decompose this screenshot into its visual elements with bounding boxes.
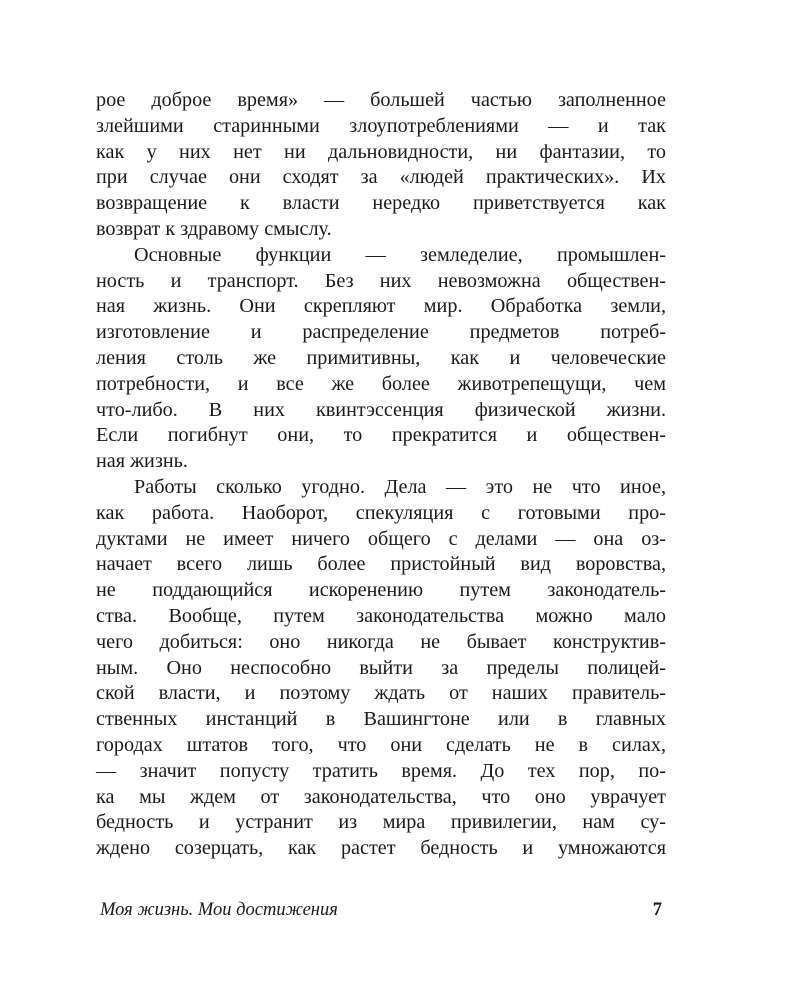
page-footer xyxy=(96,900,666,926)
text-line: ная жизнь. Они скрепляют мир. Обработка земли, xyxy=(96,295,666,318)
text-line: злейшими старинными злоупотреблениями — и так xyxy=(96,114,666,137)
text-line: ная жизнь. xyxy=(96,450,188,473)
text-line: — значит попусту тратить время. До тех пор, по- xyxy=(96,759,666,782)
running-title: Моя жизнь. Мои достижения xyxy=(100,900,338,920)
text-line: бедность и устранит из мира привилегии, нам су- xyxy=(96,811,666,834)
text-line: городах штатов того, что они сделать не в силах, xyxy=(96,733,666,756)
text-line: не поддающийся искоренению путем законодатель- xyxy=(96,579,666,602)
text-line: начает всего лишь более пристойный вид воровства, xyxy=(96,553,666,576)
text-line: ской власти, и поэтому ждать от наших правитель- xyxy=(96,682,666,705)
text-line: дуктами не имеет ничего общего с делами — она оз- xyxy=(96,527,666,550)
text-line: возвращение к власти нередко приветствуется как xyxy=(96,192,666,215)
text-line: ства. Вообще, путем законодательства можно мало xyxy=(96,604,666,627)
body-text xyxy=(96,88,666,862)
text-line: что-либо. В них квинтэссенция физической жизни. xyxy=(96,398,666,421)
text-line: при случае они сходят за «людей практических». Их xyxy=(96,166,666,189)
text-line: Основные функции — земледелие, промышлен- xyxy=(134,243,666,266)
text-line: изготовление и распределение предметов потреб- xyxy=(96,321,666,344)
text-line: Работы сколько угодно. Дела — это не что иное, xyxy=(134,475,666,498)
text-line: как у них нет ни дальновидности, ни фантазии, то xyxy=(96,140,666,163)
paragraph-3 xyxy=(96,475,666,862)
text-line: рое доброе время» — большей частью заполненное xyxy=(96,89,666,111)
text-line: потребности, и все же более животрепещущи, чем xyxy=(96,372,666,395)
paragraph-2 xyxy=(96,243,666,475)
text-line: чего добиться: оно никогда не бывает конструктив- xyxy=(96,630,666,653)
paragraph-1 xyxy=(96,88,666,243)
text-line: ность и транспорт. Без них невозможна обществен- xyxy=(96,269,666,292)
text-line: ждено созерцать, как растет бедность и умножаются xyxy=(96,837,666,860)
text-line: ственных инстанций в Вашингтоне или в главных xyxy=(96,708,666,731)
text-line: ка мы ждем от законодательства, что оно уврачует xyxy=(96,785,666,808)
text-line: возврат к здравому смыслу. xyxy=(96,217,332,240)
page-number: 7 xyxy=(652,900,662,920)
text-line: Если погибнут они, то прекратится и обществен- xyxy=(96,424,666,447)
text-line: как работа. Наоборот, спекуляция с готовыми про- xyxy=(96,501,666,524)
text-line: ления столь же примитивны, как и человеческие xyxy=(96,346,666,369)
text-line: ным. Оно неспособно выйти за пределы полицей- xyxy=(96,656,666,679)
